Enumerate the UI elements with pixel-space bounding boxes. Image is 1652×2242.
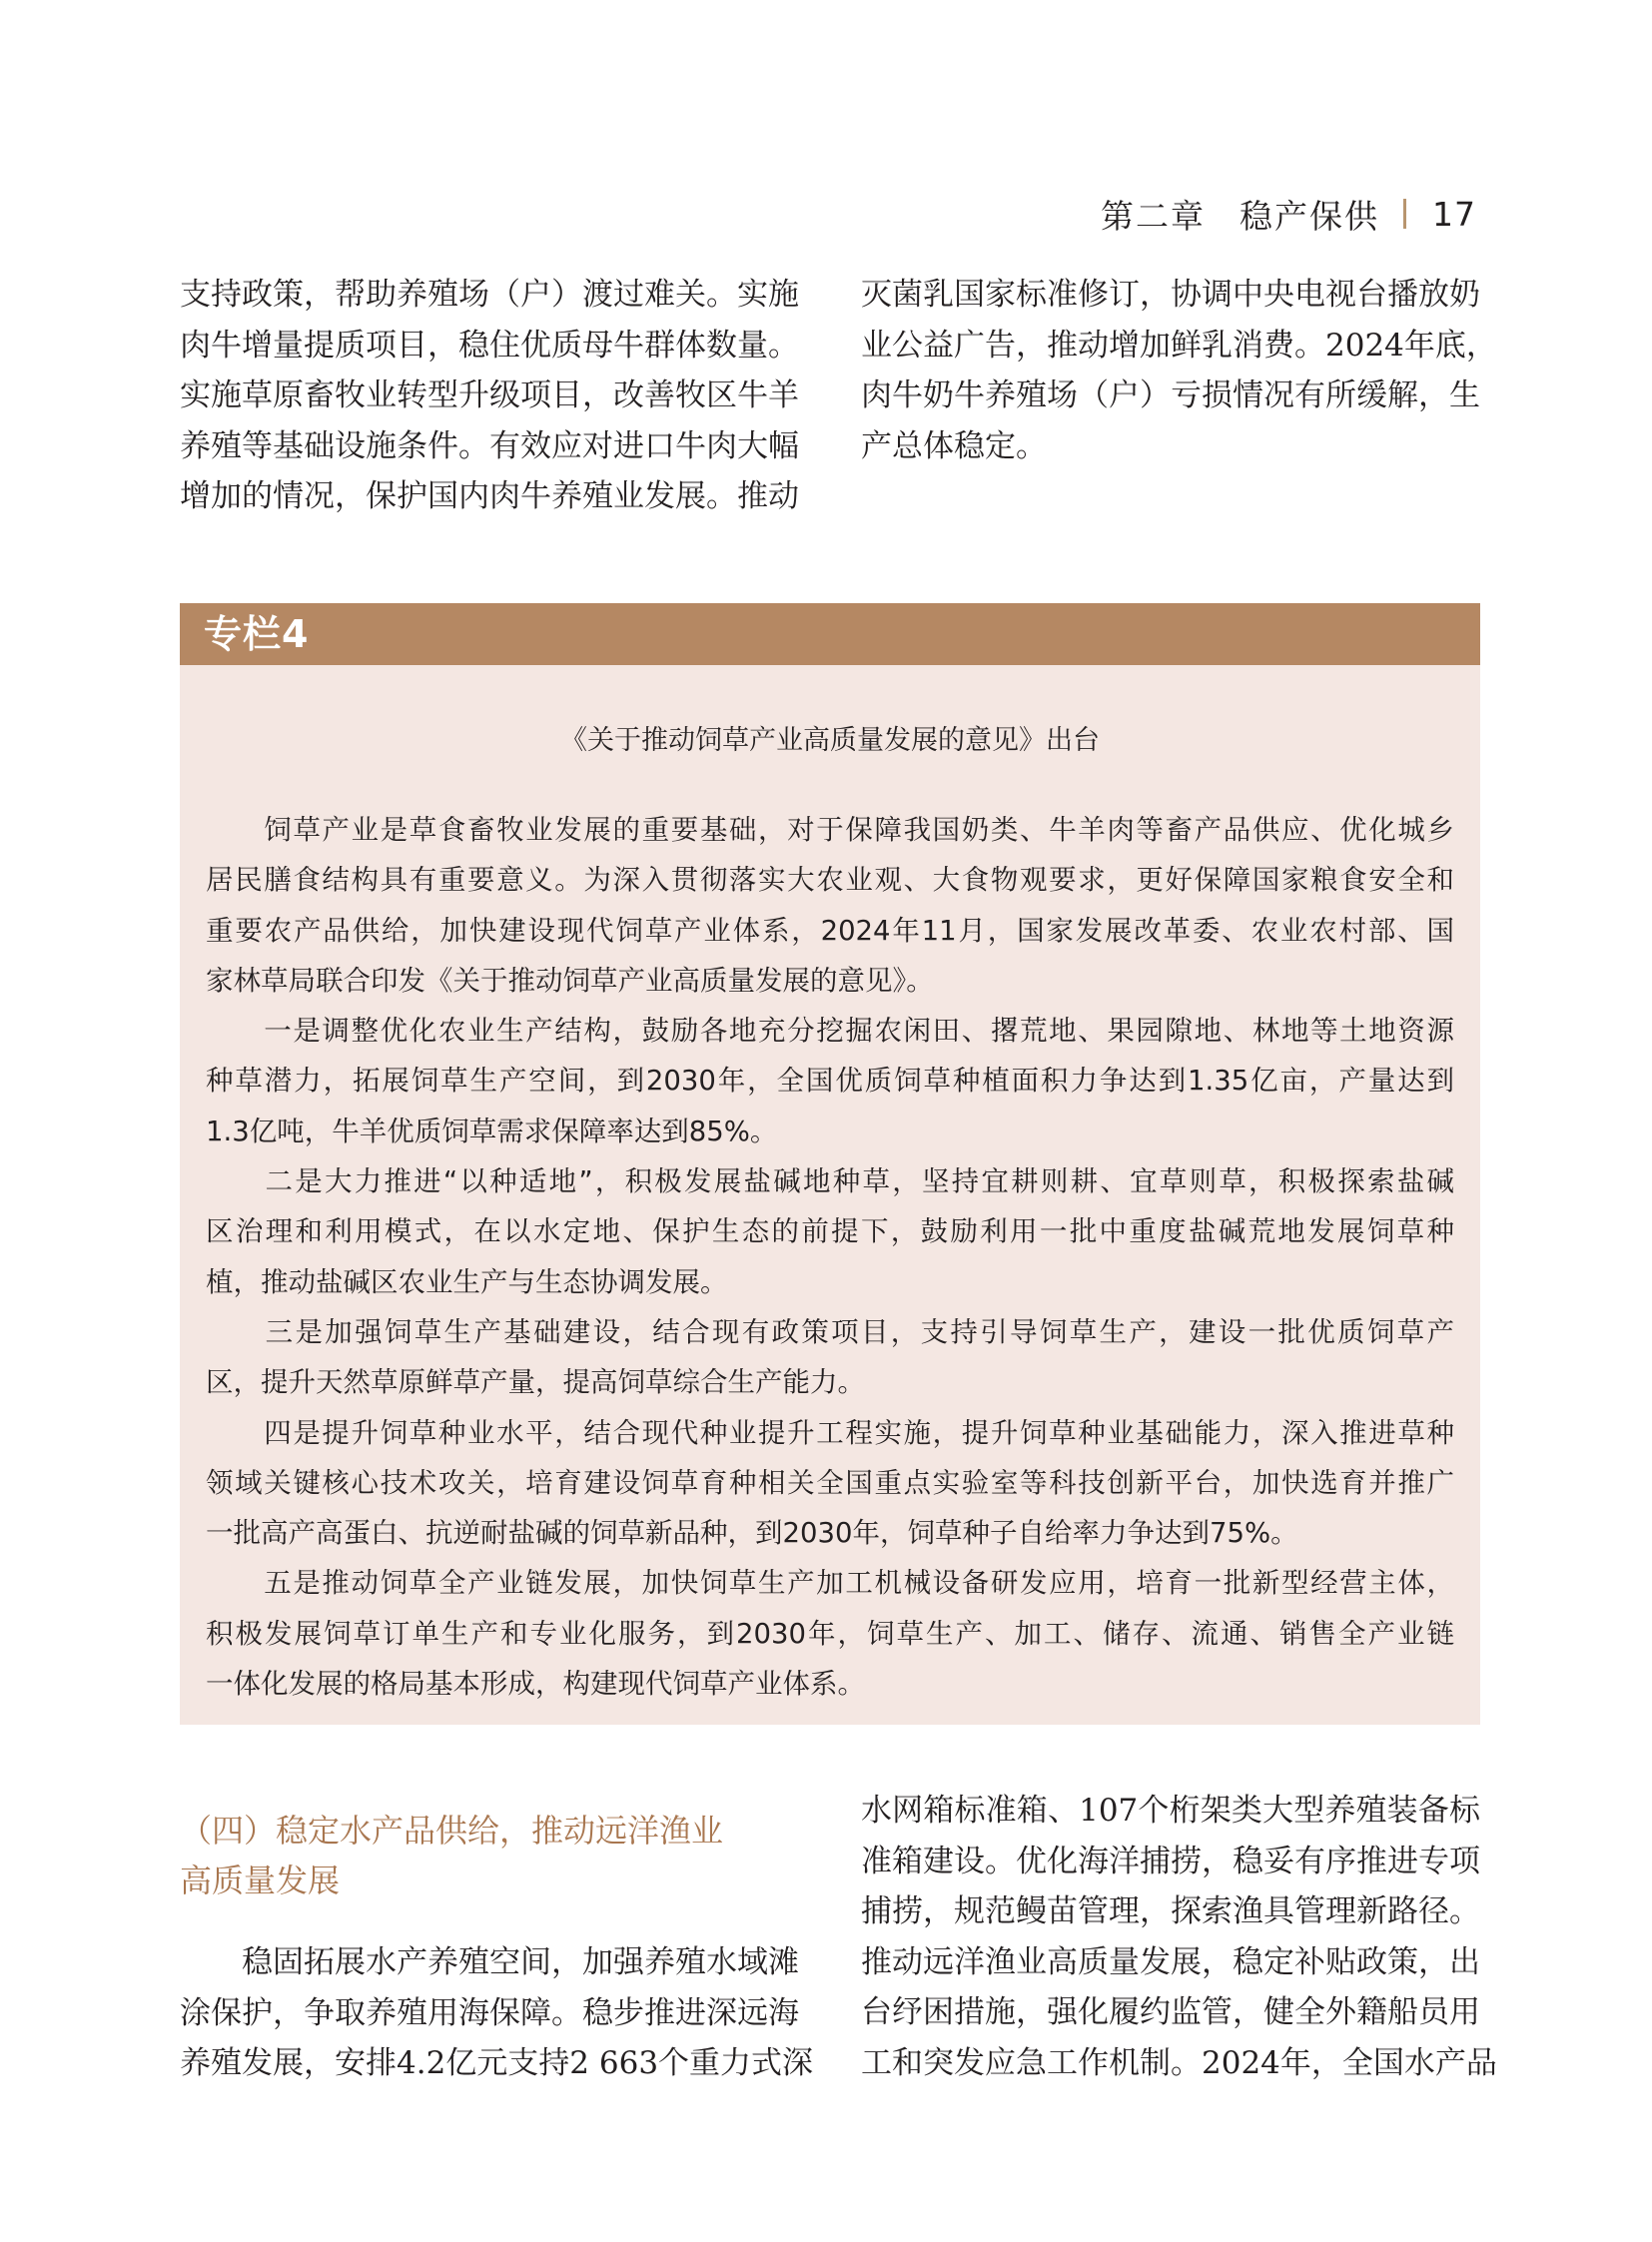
text-line: 支持政策，帮助养殖场（户）渡过难关。实施 — [180, 277, 799, 313]
text-line: 水网箱标准箱、107个桁架类大型养殖装备标 — [861, 1793, 1480, 1829]
text-line: 准箱建设。优化海洋捕捞，稳妥有序推进专项 — [861, 1843, 1480, 1879]
text-line: 涂保护，争取养殖用海保障。稳步推进深远海 — [180, 1994, 799, 2031]
feature-box-label: 专栏4 — [204, 612, 310, 656]
box-text-line: 区，提升天然草原鲜草产量，提高饲草综合生产能力。 — [206, 1366, 865, 1399]
box-text-line: 植，推动盐碱区农业生产与生态协调发展。 — [206, 1265, 728, 1298]
box-text-line: 一是调整优化农业生产结构，鼓励各地充分挖掘农闲田、撂荒地、果园隙地、林地等土地资源 — [206, 1015, 1454, 1048]
section-heading-line: 高质量发展 — [180, 1862, 341, 1899]
top-right-column — [861, 270, 1497, 471]
text-line: 台纾困措施，强化履约监管，健全外籍船员用 — [861, 1994, 1480, 2030]
text-line: 产总体稳定。 — [861, 427, 1047, 464]
bottom-left-column — [180, 1937, 814, 2089]
section-heading — [180, 1806, 799, 1905]
text-line: 推动远洋渔业高质量发展，稳定补贴政策，出 — [861, 1943, 1480, 1980]
text-line: 捕捞，规范鳗苗管理，探索渔具管理新路径。 — [861, 1893, 1480, 1929]
box-text-line: 一体化发展的格局基本形成，构建现代饲草产业体系。 — [206, 1668, 865, 1701]
running-header — [1101, 192, 1476, 236]
box-text-line: 一批高产高蛋白、抗逆耐盐碱的饲草新品种，到2030年，饲草种子自给率力争达到75%。 — [206, 1517, 1298, 1550]
text-line: 稳固拓展水产养殖空间，加强养殖水域滩 — [180, 1944, 799, 1980]
top-left-column — [180, 270, 799, 522]
box-text-line: 区治理和利用模式，在以水定地、保护生态的前提下，鼓励利用一批中重度盐碱荒地发展饲草种 — [206, 1215, 1454, 1248]
box-text-line: 五是推动饲草全产业链发展，加快饲草生产加工机械设备研发应用，培育一批新型经营主体， — [206, 1567, 1454, 1600]
box-text-line: 居民膳食结构具有重要意义。为深入贯彻落实大农业观、大食物观要求，更好保障国家粮食安全和 — [206, 864, 1454, 897]
header-divider — [1403, 199, 1406, 229]
text-line: 肉牛奶牛养殖场（户）亏损情况有所缓解，生 — [861, 377, 1480, 413]
section-heading-line: （四）稳定水产品供给，推动远洋渔业 — [180, 1812, 724, 1850]
box-text-line: 家林草局联合印发《关于推动饲草产业高质量发展的意见》。 — [206, 964, 934, 997]
feature-box-header — [180, 603, 1480, 665]
box-text-line: 重要农产品供给，加快建设现代饲草产业体系，2024年11月，国家发展改革委、农业农村部、国 — [206, 914, 1454, 947]
chapter-number: 第二章 — [1101, 196, 1206, 236]
box-text-line: 三是加强饲草生产基础建设，结合现有政策项目，支持引导饲草生产，建设一批优质饲草产 — [206, 1315, 1454, 1348]
box-text-line: 二是大力推进“以种适地”，积极发展盐碱地种草，坚持宜耕则耕、宜草则草，积极探索盐碱 — [206, 1165, 1454, 1198]
text-line: 增加的情况，保护国内肉牛养殖业发展。推动 — [180, 478, 799, 514]
text-line: 业公益广告，推动增加鲜乳消费。2024年底， — [861, 327, 1497, 364]
bottom-right-column — [861, 1786, 1497, 2088]
box-text-line: 饲草产业是草食畜牧业发展的重要基础，对于保障我国奶类、牛羊肉等畜产品供应、优化城乡 — [206, 814, 1454, 846]
feature-box-subtitle: 《关于推动饲草产业高质量发展的意见》出台 — [560, 725, 1100, 756]
text-line: 养殖发展，安排4.2亿元支持2 663个重力式深 — [180, 2045, 814, 2081]
box-text-line: 积极发展饲草订单生产和专业化服务，到2030年，饲草生产、加工、储存、流通、销售全产业链 — [206, 1617, 1454, 1650]
box-text-line: 种草潜力，拓展饲草生产空间，到2030年，全国优质饲草种植面积力争达到1.35亿亩，产量达到 — [206, 1065, 1454, 1098]
text-line: 养殖等基础设施条件。有效应对进口牛肉大幅 — [180, 427, 799, 464]
feature-box-text — [206, 805, 1454, 1709]
text-line: 灭菌乳国家标准修订，协调中央电视台播放奶 — [861, 277, 1480, 313]
chapter-title: 稳产保供 — [1239, 196, 1379, 236]
text-line: 肉牛增量提质项目，稳住优质母牛群体数量。 — [180, 327, 799, 364]
box-text-line: 领域关键核心技术攻关，培育建设饲草育种相关全国重点实验室等科技创新平台，加快选育并推广 — [206, 1466, 1454, 1499]
text-line: 工和突发应急工作机制。2024年，全国水产品 — [861, 2044, 1497, 2081]
text-line: 实施草原畜牧业转型升级项目，改善牧区牛羊 — [180, 377, 799, 413]
box-text-line: 四是提升饲草种业水平，结合现代种业提升工程实施，提升饲草种业基础能力，深入推进草种 — [206, 1416, 1454, 1449]
box-text-line: 1.3亿吨，牛羊优质饲草需求保障率达到85%。 — [206, 1115, 778, 1147]
page-number: 17 — [1432, 194, 1476, 234]
